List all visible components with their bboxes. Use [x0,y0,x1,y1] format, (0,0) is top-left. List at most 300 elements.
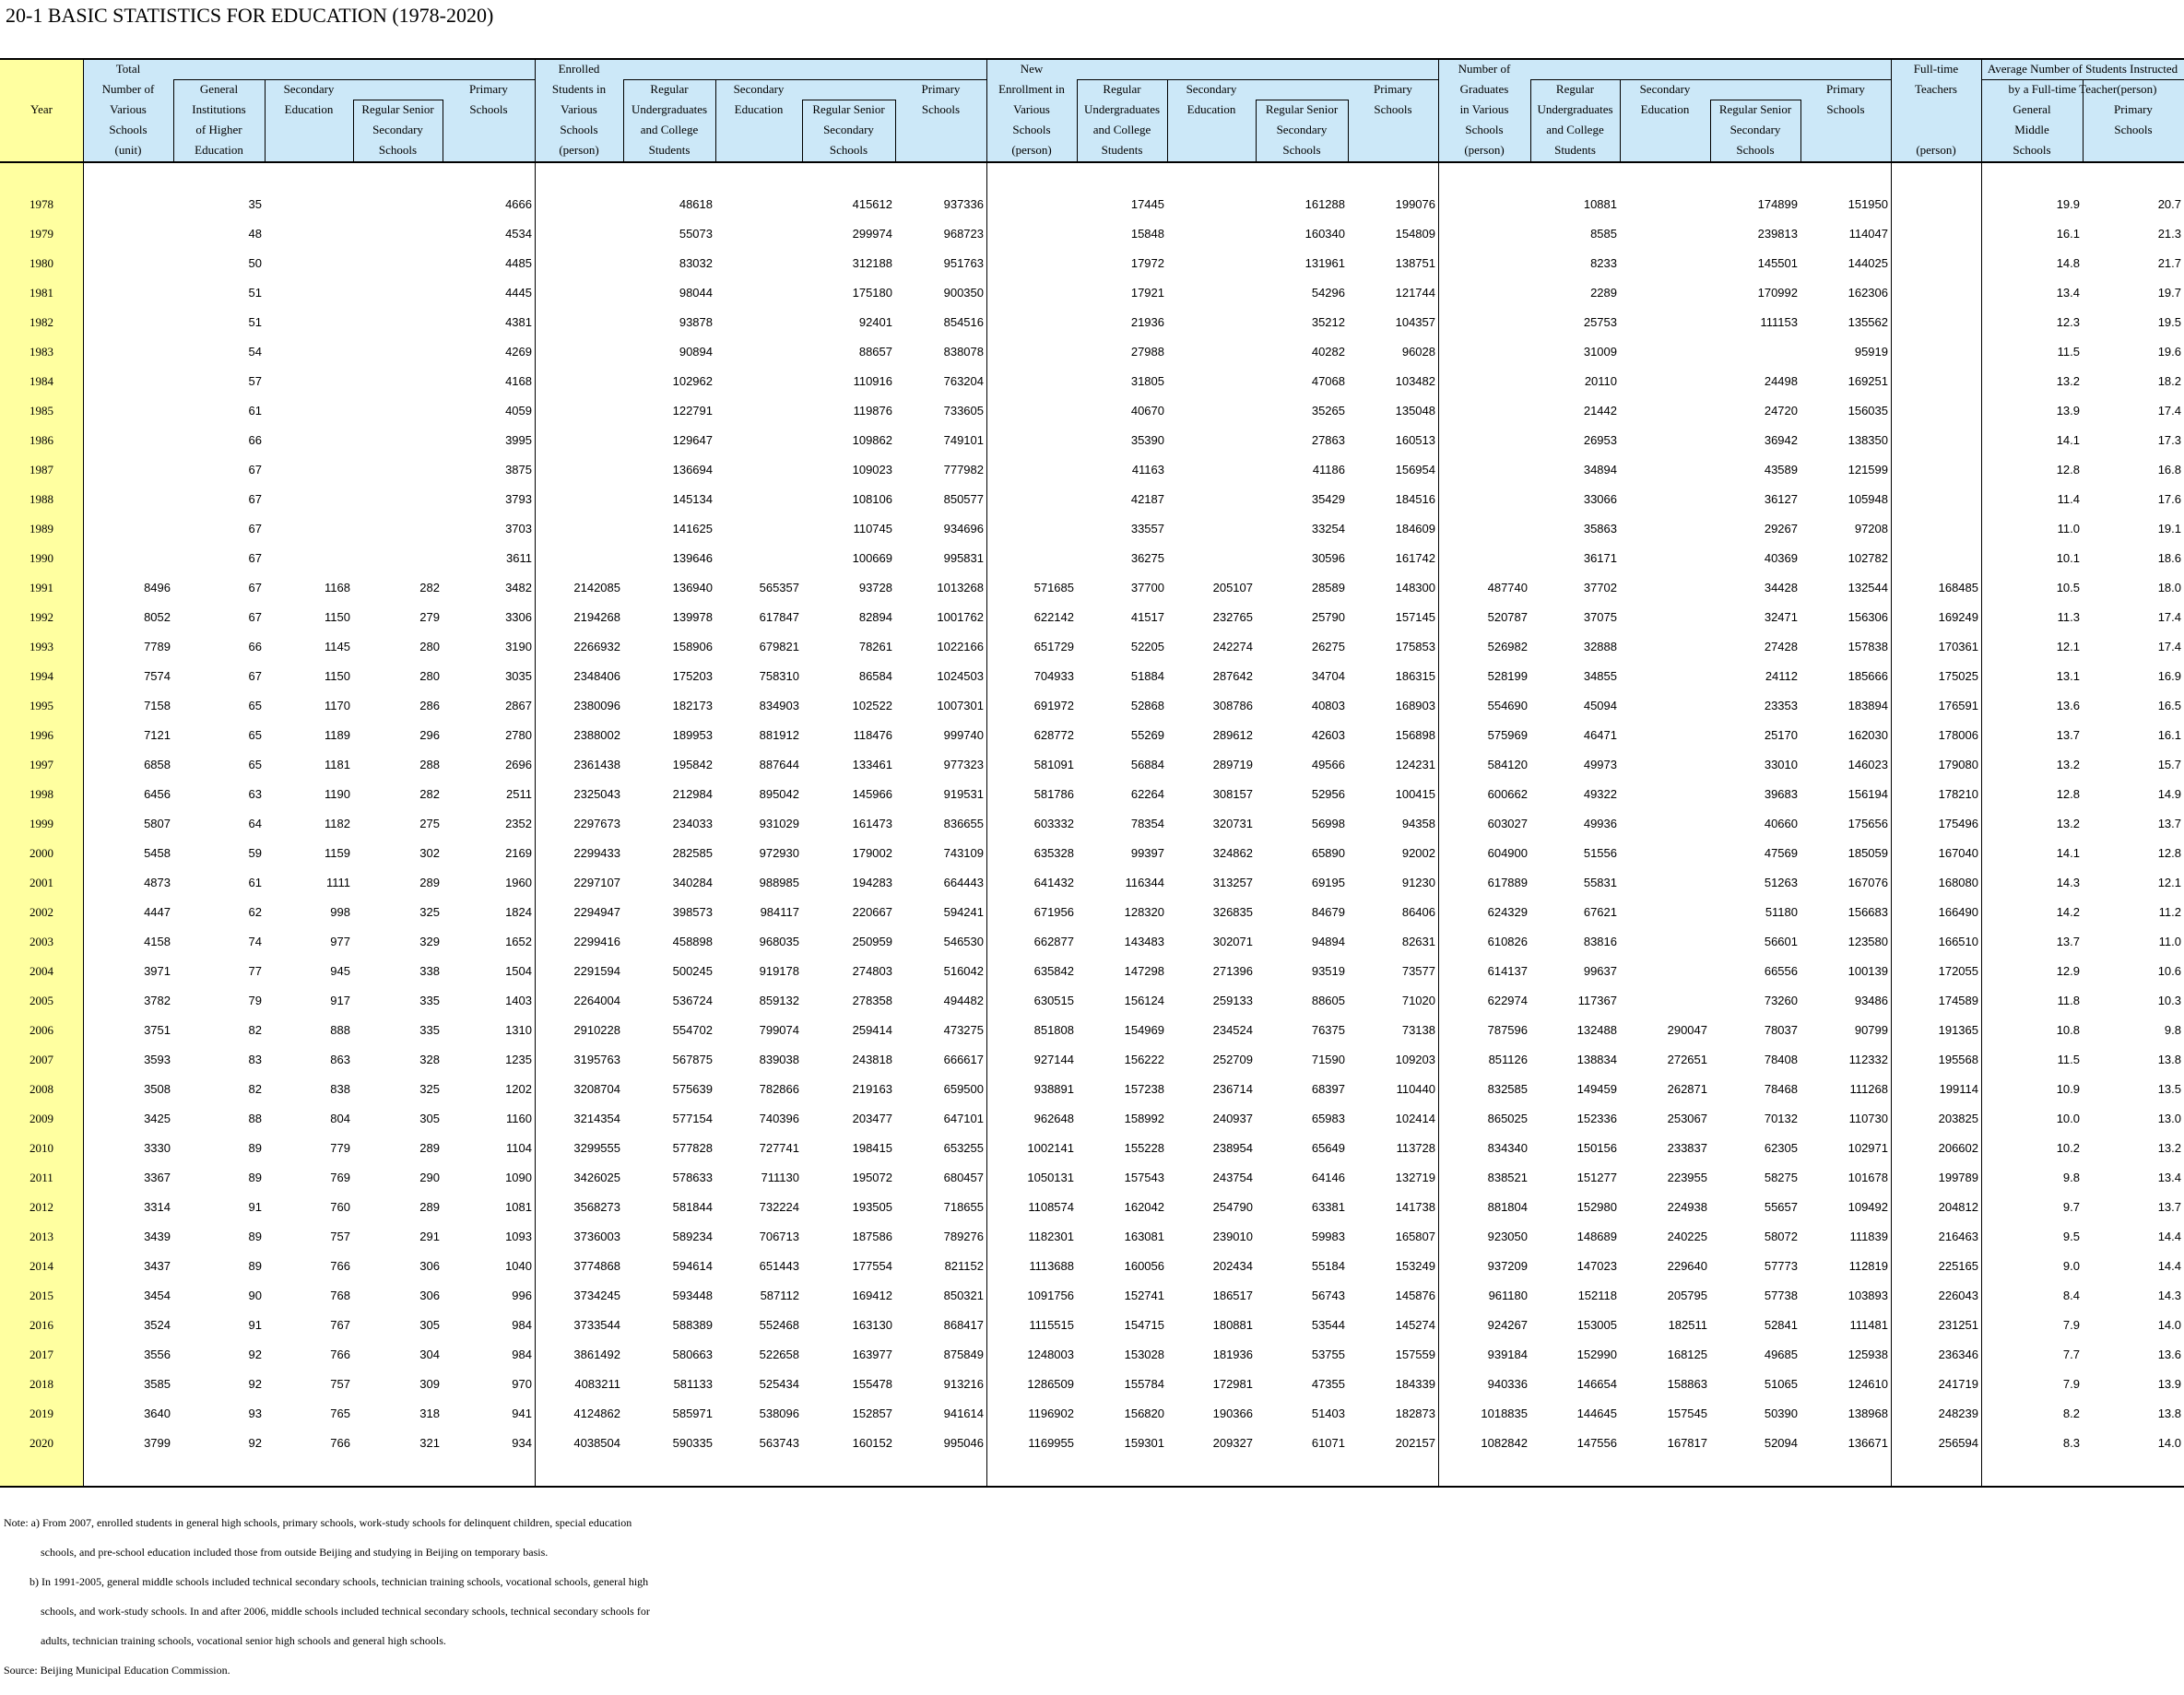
table-cell: 111839 [1849,1230,1888,1243]
header-teachers-line: Full-time [1913,62,1959,76]
header-new-secondary-line: Education [1186,102,1236,116]
table-cell: 9.5 [2062,1230,2080,1243]
year-cell: 1979 [30,227,53,241]
table-cell: 143483 [1124,935,1164,948]
table-cell: 5807 [144,817,171,830]
table-cell: 581844 [672,1200,713,1214]
table-cell: 587112 [760,1289,799,1302]
table-cell: 10.1 [2056,551,2080,565]
table-cell: 614137 [1487,964,1528,978]
table-cell: 100669 [852,551,892,565]
header-grad-senior-line: Schools [1736,143,1775,157]
table-cell: 13.7 [2056,935,2080,948]
header-enrolled-undergrad-line: Students [648,143,691,157]
table-cell: 302 [419,846,440,860]
table-cell: 136940 [672,581,713,594]
table-cell: 804 [330,1112,350,1125]
table-row [0,1281,2184,1311]
header-teachers-unit-line: (person) [1916,143,1956,157]
table-cell: 36127 [1764,492,1798,506]
table-cell: 193505 [852,1200,892,1214]
table-cell: 8.4 [2062,1289,2080,1302]
table-cell: 271396 [1212,964,1253,978]
table-cell: 66 [248,433,262,447]
table-cell: 13.7 [2157,817,2181,830]
header-total-schools-line: (unit) [114,143,142,157]
table-cell: 996 [512,1289,532,1302]
table-cell: 175203 [672,669,713,683]
header-year-line: Year [30,102,53,116]
table-cell: 7158 [144,699,171,712]
table-cell: 7.7 [2062,1348,2080,1361]
table-cell: 175853 [1395,640,1435,653]
table-cell: 3306 [505,610,532,624]
table-cell: 93728 [858,581,892,594]
table-cell: 1024503 [937,669,984,683]
table-cell: 182511 [1668,1318,1707,1332]
table-cell: 109492 [1848,1200,1888,1214]
year-cell: 1984 [30,374,53,388]
table-cell: 732224 [759,1200,799,1214]
table-cell: 202157 [1395,1436,1435,1450]
table-cell: 8233 [1590,256,1617,270]
table-cell: 3736003 [573,1230,620,1243]
table-cell: 40670 [1130,404,1164,418]
table-row [0,1134,2184,1163]
table-cell: 132544 [1848,581,1888,594]
table-cell: 917 [330,994,350,1007]
table-cell: 4445 [505,286,532,300]
header-schools-secondary [265,79,353,120]
table-cell: 121599 [1848,463,1888,477]
table-cell: 51403 [1311,1407,1345,1420]
table-cell: 937336 [943,197,984,211]
table-cell: 67 [248,463,262,477]
table-cell: 13.1 [2056,669,2080,683]
table-cell: 19.9 [2056,197,2080,211]
table-cell: 3799 [144,1436,171,1450]
table-cell: 995831 [943,551,984,565]
table-cell: 766 [330,1259,350,1273]
table-cell: 538096 [759,1407,799,1420]
table-cell: 1286509 [1027,1377,1074,1391]
table-cell: 28589 [1311,581,1345,594]
table-cell: 2780 [505,728,532,742]
year-cell: 2006 [30,1023,53,1037]
table-cell: 274803 [852,964,892,978]
table-cell: 42603 [1311,728,1345,742]
table-cell: 571685 [1033,581,1074,594]
table-cell: 20.7 [2157,197,2181,211]
table-cell: 651729 [1033,640,1074,653]
table-cell: 581133 [673,1377,713,1391]
table-cell: 30596 [1311,551,1345,565]
table-cell: 9.8 [2164,1023,2181,1037]
table-cell: 9.8 [2062,1171,2080,1184]
table-cell: 220667 [852,905,892,919]
table-cell: 3782 [144,994,171,1007]
header-grad-secondary-line: Education [1640,102,1690,116]
table-cell: 204812 [1938,1200,1978,1214]
table-cell: 194283 [852,876,892,889]
table-cell: 125938 [1848,1348,1888,1361]
table-row [0,514,2184,544]
table-cell: 19.6 [2157,345,2181,359]
header-schools-higher [173,79,265,160]
table-cell: 706713 [759,1230,799,1243]
table-cell: 1104 [506,1141,532,1155]
table-cell: 52868 [1130,699,1164,712]
header-enrolled-primary-line: Schools [921,102,961,116]
note-line: adults, technician training schools, vocational senior high schools and general high schools. [41,1634,446,1647]
header-schools-higher-line: of Higher [195,123,242,136]
table-cell: 158863 [1667,1377,1707,1391]
table-cell: 622142 [1033,610,1074,624]
year-cell: 1995 [30,699,53,712]
table-cell: 93 [248,1407,262,1420]
table-cell: 11.3 [2057,610,2080,624]
table-cell: 110916 [853,374,892,388]
table-cell: 172055 [1938,964,1978,978]
table-cell: 92401 [858,315,892,329]
table-cell: 138834 [1576,1053,1617,1066]
header-enrolled-senior-line: Schools [829,143,868,157]
table-cell: 630515 [1033,994,1074,1007]
table-cell: 328 [419,1053,440,1066]
table-cell: 98044 [679,286,713,300]
table-cell: 927144 [1033,1053,1074,1066]
table-cell: 600662 [1487,787,1528,801]
year-cell: 2015 [30,1289,53,1302]
table-cell: 308786 [1212,699,1253,712]
table-cell: 56601 [1764,935,1798,948]
table-cell: 112332 [1848,1053,1888,1066]
table-cell: 16.9 [2157,669,2181,683]
table-cell: 3437 [144,1259,171,1273]
header-teachers [1891,59,1981,100]
table-cell: 113728 [1396,1141,1435,1155]
table-cell: 272651 [1667,1053,1707,1066]
table-row [0,337,2184,367]
table-cell: 859132 [759,994,799,1007]
year-cell: 2010 [30,1141,53,1155]
table-row [0,721,2184,750]
table-row [0,1399,2184,1429]
table-cell: 88605 [1311,994,1345,1007]
header-enrolled-senior-line: Secondary [823,123,874,136]
table-cell: 88657 [858,345,892,359]
table-cell: 73260 [1764,994,1798,1007]
table-cell: 740396 [759,1112,799,1125]
table-cell: 52841 [1764,1318,1798,1332]
table-cell: 160056 [1124,1259,1164,1273]
table-cell: 145876 [1395,1289,1435,1302]
table-cell: 11.4 [2057,492,2080,506]
table-cell: 172981 [1212,1377,1253,1391]
table-cell: 834340 [1487,1141,1528,1155]
table-row [0,1045,2184,1075]
table-cell: 718655 [943,1200,984,1214]
table-cell: 3585 [144,1377,171,1391]
table-cell: 1182301 [1028,1230,1074,1243]
table-cell: 224938 [1667,1200,1707,1214]
table-cell: 554690 [1487,699,1528,712]
table-cell: 1022166 [937,640,984,653]
table-cell: 16.1 [2157,728,2181,742]
table-cell: 3195763 [573,1053,620,1066]
header-enrolled-senior-line: Regular Senior [812,102,885,116]
table-cell: 522658 [759,1348,799,1361]
year-cell: 1989 [30,522,53,536]
table-cell: 41163 [1131,463,1164,477]
table-row [0,249,2184,278]
table-cell: 47569 [1764,846,1798,860]
table-cell: 82 [248,1023,262,1037]
table-cell: 1002141 [1027,1141,1074,1155]
table-cell: 51 [248,286,262,300]
table-cell: 1189 [325,728,350,742]
table-cell: 141625 [672,522,713,536]
table-cell: 55657 [1764,1200,1798,1214]
year-cell: 2014 [30,1259,53,1273]
table-cell: 3524 [144,1318,171,1332]
table-cell: 129647 [672,433,713,447]
table-cell: 191365 [1938,1023,1978,1037]
table-cell: 26953 [1583,433,1617,447]
header-schools-secondary-line: Secondary [283,82,335,96]
table-cell: 149459 [1576,1082,1617,1096]
table-cell: 3330 [144,1141,171,1155]
table-cell: 961180 [1488,1289,1528,1302]
table-cell: 51180 [1765,905,1798,919]
header-new-total-line: Schools [1012,123,1051,136]
table-cell: 282585 [672,846,713,860]
table-cell: 62305 [1764,1141,1798,1155]
table-cell: 16.1 [2056,227,2080,241]
table-cell: 102522 [852,699,892,712]
table-cell: 90894 [679,345,713,359]
header-new-senior-line: Regular Senior [1265,102,1339,116]
table-cell: 10.3 [2157,994,2181,1007]
table-cell: 3995 [505,433,532,447]
table-cell: 225165 [1938,1259,1978,1273]
table-row [0,396,2184,426]
table-cell: 100415 [1395,787,1435,801]
table-cell: 641432 [1033,876,1074,889]
table-cell: 575969 [1487,728,1528,742]
header-grad-primary-line: Schools [1826,102,1865,116]
table-cell: 151277 [1576,1171,1617,1184]
table-cell: 832585 [1487,1082,1528,1096]
table-cell: 27863 [1311,433,1345,447]
table-cell: 999740 [943,728,984,742]
table-cell: 10.9 [2056,1082,2080,1096]
year-cell: 1991 [30,581,53,594]
table-cell: 622974 [1487,994,1528,1007]
table-cell: 23353 [1764,699,1798,712]
table-cell: 190366 [1212,1407,1253,1420]
table-cell: 233837 [1667,1141,1707,1155]
table-cell: 105948 [1848,492,1888,506]
table-cell: 624329 [1487,905,1528,919]
table-cell: 1111 [325,876,350,889]
table-cell: 34428 [1764,581,1798,594]
table-cell: 3425 [144,1112,171,1125]
header-avg-middle-line: Middle [2014,123,2049,136]
table-cell: 32888 [1583,640,1617,653]
table-cell: 289 [419,1141,440,1155]
table-cell: 163977 [852,1348,892,1361]
year-cell: 1985 [30,404,53,418]
table-cell: 325 [419,905,440,919]
table-cell: 603332 [1033,817,1074,830]
table-cell: 1113688 [1029,1259,1074,1273]
table-cell: 787596 [1487,1023,1528,1037]
table-cell: 144645 [1576,1407,1617,1420]
table-cell: 61071 [1311,1436,1345,1450]
table-cell: 53544 [1311,1318,1345,1332]
table-row [0,809,2184,839]
table-row [0,839,2184,868]
table-cell: 74 [248,935,262,948]
table-cell: 82631 [1401,935,1435,948]
table-cell: 13.8 [2157,1053,2181,1066]
header-new-total-line: (person) [1011,143,1052,157]
table-cell: 525434 [759,1377,799,1391]
table-cell: 516042 [943,964,984,978]
table-cell: 35429 [1311,492,1345,506]
table-cell: 65 [248,758,262,771]
table-cell: 4124862 [573,1407,620,1420]
table-cell: 156222 [1124,1053,1164,1066]
table-cell: 1150 [325,610,350,624]
table-cell: 651443 [759,1259,799,1273]
table-cell: 34894 [1583,463,1617,477]
table-cell: 1007301 [937,699,984,712]
table-cell: 103482 [1395,374,1435,388]
table-cell: 57738 [1764,1289,1798,1302]
table-row [0,662,2184,691]
table-cell: 2291594 [573,964,620,978]
header-new-undergrad-line: Students [1101,143,1143,157]
table-cell: 3508 [144,1082,171,1096]
table-cell: 52956 [1311,787,1345,801]
table-cell: 1090 [505,1171,532,1184]
table-cell: 951763 [943,256,984,270]
table-cell: 968035 [759,935,799,948]
year-cell: 2004 [30,964,53,978]
table-cell: 3593 [144,1053,171,1066]
year-cell: 2005 [30,994,53,1007]
table-cell: 289719 [1212,758,1253,771]
table-cell: 6858 [144,758,171,771]
table-cell: 2511 [506,787,532,801]
table-row [0,485,2184,514]
header-enrolled-total-line: Schools [560,123,598,136]
header-enrolled-primary [895,79,986,120]
table-cell: 289 [419,876,440,889]
table-cell: 66556 [1764,964,1798,978]
table-cell: 1170 [325,699,350,712]
table-cell: 1248003 [1027,1348,1074,1361]
table-cell: 851126 [1488,1053,1528,1066]
table-cell: 34704 [1311,669,1345,683]
header-grad-total-line: (person) [1464,143,1505,157]
table-cell: 40660 [1764,817,1798,830]
table-cell: 3733544 [573,1318,620,1332]
table-cell: 318 [419,1407,440,1420]
table-cell: 767 [330,1318,350,1332]
table-cell: 203825 [1938,1112,1978,1125]
table-cell: 92 [248,1348,262,1361]
table-cell: 305 [419,1318,440,1332]
header-avg-middle-line: General [2013,102,2051,116]
year-cell: 1987 [30,463,53,477]
table-cell: 243818 [852,1053,892,1066]
table-cell: 124610 [1848,1377,1888,1391]
header-schools-higher-line: Institutions [192,102,246,116]
table-cell: 1159 [325,846,350,860]
year-cell: 2020 [30,1436,53,1450]
table-cell: 8496 [144,581,171,594]
table-cell: 36942 [1764,433,1798,447]
table-cell: 174589 [1938,994,1978,1007]
table-cell: 968723 [943,227,984,241]
table-cell: 67 [248,551,262,565]
table-cell: 65983 [1311,1112,1345,1125]
table-cell: 168080 [1938,876,1978,889]
table-cell: 102971 [1848,1141,1888,1155]
table-cell: 288 [419,758,440,771]
table-cell: 931029 [759,817,799,830]
table-cell: 161473 [852,817,892,830]
note-line: Note: a) From 2007, enrolled students in general high schools, primary schools, work-study schools for delinquent children, special education [4,1516,632,1529]
table-row [0,868,2184,898]
table-cell: 14.3 [2157,1289,2181,1302]
table-row [0,898,2184,927]
table-cell: 280 [419,640,440,653]
table-cell: 152741 [1124,1289,1164,1302]
table-cell: 89 [248,1141,262,1155]
table-cell: 304 [419,1348,440,1361]
table-cell: 169412 [852,1289,892,1302]
table-cell: 51 [248,315,262,329]
table-cell: 234524 [1212,1023,1253,1037]
table-cell: 1190 [325,787,350,801]
table-cell: 166510 [1938,935,1978,948]
table-cell: 64146 [1311,1171,1345,1184]
table-cell: 232765 [1212,610,1253,624]
table-cell: 17921 [1130,286,1164,300]
table-cell: 1181 [325,758,350,771]
header-avg-group-line: Average Number of Students Instructed [1987,62,2178,76]
table-cell: 67621 [1583,905,1617,919]
table-cell: 1040 [505,1259,532,1273]
table-cell: 2264004 [573,994,620,1007]
table-row [0,219,2184,249]
header-grad-total-line: Schools [1465,123,1504,136]
note-line: Source: Beijing Municipal Education Commission. [4,1664,230,1677]
table-cell: 71020 [1401,994,1435,1007]
table-cell: 32471 [1764,610,1798,624]
table-cell: 338 [419,964,440,978]
table-cell: 67 [248,669,262,683]
table-cell: 199789 [1938,1171,1978,1184]
table-cell: 3640 [144,1407,171,1420]
year-cell: 2001 [30,876,53,889]
major-vline-5 [1981,59,1982,1486]
header-grad-secondary-line: Secondary [1639,82,1691,96]
